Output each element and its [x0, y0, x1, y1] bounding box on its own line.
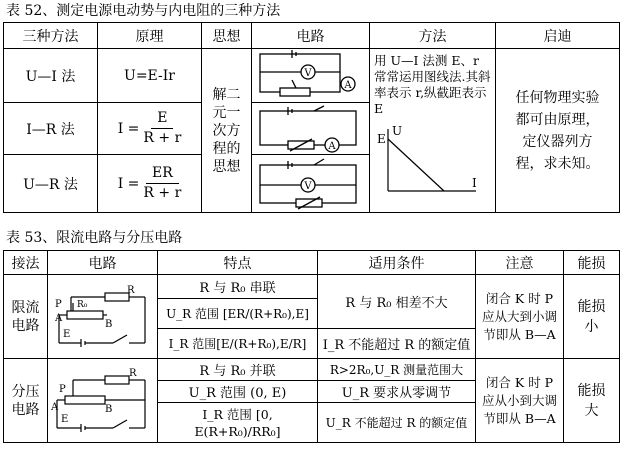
graph-x-label: I — [472, 176, 477, 190]
header53-circuit: 电路 — [48, 251, 158, 275]
thought-cell — [202, 49, 252, 213]
principle-ir-den: R + r — [143, 130, 182, 146]
insight-text: 任何物理实验都可由原理，定仪器列方程，求未知。 — [515, 89, 600, 172]
principle-ir-lhs: I = — [117, 120, 140, 137]
loss-divider-text: 能损大 — [577, 382, 606, 419]
type-limiting-text: 限流电路 — [11, 299, 40, 334]
label-R-limiting: R — [126, 284, 135, 296]
feature-divider-3-text: I_R 范围 [0, E(R+R₀)/RR₀] — [194, 406, 281, 439]
label-P-limiting: P — [54, 298, 62, 310]
feature-limiting-2: U_R 范围 [ER/(R+R₀),E] — [158, 299, 318, 329]
circuit-ur — [252, 155, 370, 213]
table53 — [3, 250, 620, 443]
method-cell — [370, 49, 496, 213]
condition-divider-2: U_R 要求从零调节 — [318, 381, 476, 403]
label-B-divider: B — [104, 403, 112, 415]
method-ur: U—R 法 — [4, 155, 98, 213]
header-insight: 启迪 — [496, 23, 620, 49]
condition-limiting-1: R 与 R₀ 相差不大 — [318, 275, 476, 329]
table52 — [3, 22, 620, 213]
header53-loss: 能损 — [564, 251, 620, 275]
label-R0-limiting: R₀ — [76, 299, 87, 310]
circuit-ir — [252, 103, 370, 155]
graph-intercept-label: E — [377, 132, 386, 146]
note-divider-text: 闭合 K 时 P 应从小到大调节即从 B—A — [481, 374, 557, 426]
circuit-ui-diagram — [252, 50, 364, 102]
type-divider-text: 分压电路 — [11, 383, 40, 418]
principle-ur-lhs: I = — [117, 175, 140, 192]
circuit-divider — [48, 359, 158, 443]
note-limiting-text: 闭合 K 时 P 应从大到小调节即从 B—A — [481, 290, 557, 342]
insight-cell — [496, 49, 620, 213]
table53-caption: 表 53、限流电路与分压电路 — [6, 230, 183, 246]
loss-limiting — [564, 275, 620, 359]
condition-divider-1: R>2R₀,U_R 测量范围大 — [318, 359, 476, 381]
header53-note: 注意 — [476, 251, 564, 275]
method-ui: U—I 法 — [4, 49, 98, 103]
header-principle: 原理 — [98, 23, 202, 49]
condition-divider-3: U_R 不能超过 R 的额定值 — [318, 403, 476, 443]
ui-graph — [376, 125, 486, 197]
principle-ur-num: ER — [146, 165, 179, 184]
note-limiting — [476, 275, 564, 359]
principle-ui: U=E-Ir — [98, 49, 202, 103]
circuit-ui — [252, 49, 370, 103]
ammeter-label: A — [344, 79, 352, 91]
label-R-divider: R — [128, 367, 137, 379]
label-B-limiting: B — [104, 318, 112, 330]
header-circuit: 电路 — [252, 23, 370, 49]
table52-caption: 表 52、测定电源电动势与内电阻的三种方法 — [6, 3, 281, 19]
graph-y-label: U — [392, 125, 403, 138]
method-ir: I—R 法 — [4, 103, 98, 155]
type-divider — [4, 359, 48, 443]
voltmeter-label: V — [304, 67, 312, 79]
circuit-limiting — [48, 275, 158, 359]
label-A-divider: A — [50, 401, 58, 413]
principle-ur-den: R + r — [143, 185, 182, 201]
type-limiting — [4, 275, 48, 359]
label-E-limiting: E — [62, 328, 70, 340]
feature-divider-1: R 与 R₀ 并联 — [158, 359, 318, 381]
feature-divider-3 — [158, 403, 318, 443]
circuit-divider-diagram — [51, 368, 155, 434]
thought-text: 解二元一次方程的思想 — [212, 86, 241, 175]
header-methods: 三种方法 — [4, 23, 98, 49]
principle-ir-fraction — [143, 110, 181, 147]
loss-divider — [564, 359, 620, 443]
header53-conditions: 适用条件 — [318, 251, 476, 275]
feature-limiting-3: I_R 范围[E/(R+R₀),E/R] — [158, 329, 318, 359]
label-P-divider: P — [58, 383, 66, 395]
ammeter-label-2: A — [328, 140, 336, 152]
principle-ur-fraction — [143, 165, 181, 202]
loss-limiting-text: 能损小 — [577, 298, 606, 335]
note-divider — [476, 359, 564, 443]
principle-ur — [98, 155, 202, 213]
condition-limiting-2: I_R 不能超过 R 的额定值 — [318, 329, 476, 359]
circuit-limiting-diagram — [51, 285, 155, 349]
label-A-limiting: A — [54, 312, 62, 324]
principle-ir — [98, 103, 202, 155]
label-E-divider: E — [60, 413, 68, 425]
circuit-ur-diagram — [252, 157, 364, 211]
feature-limiting-1: R 与 R₀ 串联 — [158, 275, 318, 299]
header53-features: 特点 — [158, 251, 318, 275]
method-text: 用 U—I 法测 E、r 常常运用图线法.其斜率表示 r,纵截距表示 E — [374, 53, 491, 116]
header-method: 方法 — [370, 23, 496, 49]
feature-divider-2: U_R 范围 (0, E) — [158, 381, 318, 403]
principle-ir-num: E — [151, 110, 173, 129]
header53-connection: 接法 — [4, 251, 48, 275]
circuit-ir-diagram — [252, 105, 364, 153]
voltmeter-label-2: V — [304, 180, 312, 192]
header-thought: 思想 — [202, 23, 252, 49]
